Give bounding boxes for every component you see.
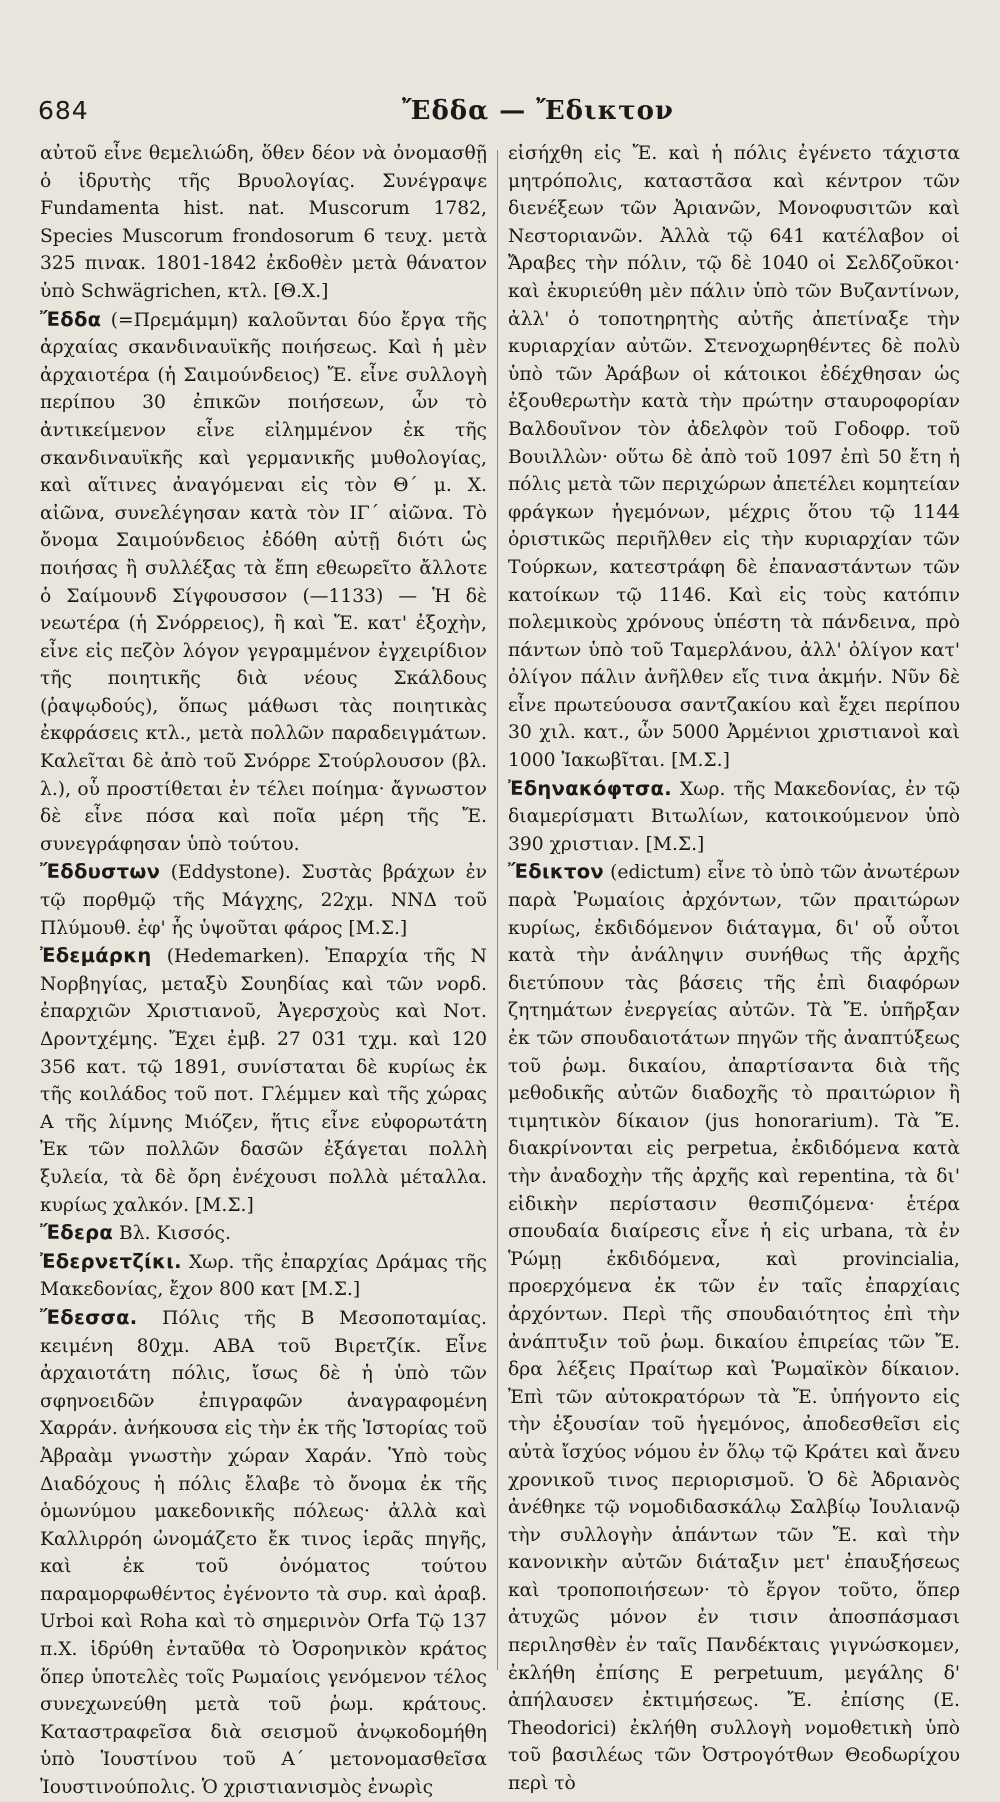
entry-text: (Hedemarken). Ἐπαρχία τῆς Ν Νορβηγίας, μεταξὺ Σουηδίας καὶ τῶν νορδ. ἐπαρχιῶν Χριστιανοῦ, Ἀγερσχοὺς καὶ Νοτ. Δροντχέμης. Ἔχει ἐμβ. 27 031 τχμ. καὶ 120 356 κατ. τῷ 1891, συνίσταται δὲ κυρίως ἐκ τῆς κοιλάδος τοῦ ποτ. Γλέμμεν καὶ τῆς χώρας Α τῆς λίμνης Μιόζεν, ἥτις εἶνε εὐφορωτάτη Ἐκ τῶν πολλῶν δασῶν ἐξάγεται πολλὴ ξυλεία, τὰ δὲ ὄρη ἐνέχουσι πολλὰ μέταλλα. κυρίως χαλκόν. [Μ.Σ.] [40, 946, 487, 1216]
entry-text: (edictum) εἶνε τὸ ὑπὸ τῶν ἀνωτέρων παρὰ Ῥωμαίοις ἀρχόντων, τῶν πραιτώρων κυρίως, ἐκδιδόμενον διάταγμα, δι' οὗ οὗτοι κατὰ τὴν ἀνάληψιν συνήθως τῆς ἀρχῆς διετύπουν τὰς βάσεις τῆς ἐπὶ διαφόρων ζητημάτων ἐνεργείας αὐτῶν. Τὰ Ἔ. ὑπῆρξαν ἐκ τῶν σπουδαιοτάτων πηγῶν τῆς ἀναπτύξεως τοῦ ῥωμ. δικαίου, ἀπαρτίσαντα διὰ τῆς μεθοδικῆς αὐτῶν διαδοχῆς τὸ πραιτώριον ἢ τιμητικὸν δίκαιον (jus honorarium). Τὰ Ἔ. διακρίνονται εἰς perpetua, ἐκδιδόμενα κατὰ τὴν ἀναδοχὴν τῆς ἀρχῆς καὶ repentina, τὰ δι' εἰδικὴν περίστασιν θεσπιζόμενα· ἑτέρα σπουδαία διαίρεσις εἶνε ἡ εἰς urbana, τὰ ἐν Ῥώμῃ ἐκδιδόμενα, καὶ provincialia, προερχόμενα ἐκ τῶν ἐν ταῖς ἐπαρχίαις ἀρχόντων. Περὶ τῆς σπουδαιότητος ἐπὶ τὴν ἀνάπτυξιν τοῦ ῥωμ. δικαίου ἐπιρείας τῶν Ἔ. δρα λέξεις Πραίτωρ καὶ Ῥωμαϊκὸν δίκαιον. Ἐπὶ τῶν αὐτοκρατόρων τὰ Ἔ. ὑπήγοντο εἰς τὴν ἐξουσίαν τοῦ ἡγεμόνος, ἀποδεσθεῖσι εἰς αὐτὰ ἴσχύος νόμου ἐν ὅλῳ τῷ Κράτει καὶ ἄνευ χρονικοῦ τινος περιορισμοῦ. Ὁ δὲ Ἀδριανὸς ἀνέθηκε τῷ νομοδιδασκάλῳ Σαλβίῳ Ἰουλιανῷ τὴν συλλογὴν ἁπάντων τῶν Ἔ. καὶ τὴν κανονικὴν αὐτῶν διάταξιν μετ' ἐπαυξήσεως καὶ τροποποιήσεων· τὸ ἔργον τοῦτο, ὅπερ ἀτυχῶς μόνον ἐν τισιν ἀποσπάσμασι περιλησθὲν ἐν ταῖς Πανδέκταις γιγνώσκομεν, ἐκλήθη ἐπίσης E perpetuum, μεγάλης δ' ἀπήλαυσεν ἐκτιμήσεως. Ἔ. ἐπίσης (E. Theodorici) ἐκλήθη συλλογὴ νομοθετικὴ ὑπὸ τοῦ βασιλέως τῶν Ὀστρογότθων Θεοδωρίχου περὶ τὸ [508, 862, 960, 1795]
entry-text: εἰσήχθη εἰς Ἔ. καὶ ἡ πόλις ἐγένετο τάχιστα μητρόπολις, καταστᾶσα καὶ κέντρον τῶν διενέξεων τῶν Ἀριανῶν, Μονοφυσιτῶν καὶ Νεστοριανῶν. Ἀλλὰ τῷ 641 κατέλαβον οἱ Ἄραβες τὴν πόλιν, τῷ δὲ 1040 οἱ Σελδζοῦκοι· καὶ ἐκυριεύθη μὲν πάλιν ὑπὸ τῶν Βυζαντίνων, ἀλλ' ὁ τοποτηρητὴς αὐτῆς ἀπετίναξε τὴν κυριαρχίαν αὐτῶν. Στενοχωρηθέντες δὲ πολὺ ὑπὸ τῶν Ἀράβων οἱ κάτοικοι ἐδέχθησαν ὡς ἐξουθερωτὴν κατὰ τὴν πρώτην σταυροφορίαν Βαλδουῖνον τὸν ἀδελφὸν τοῦ Γοδοφρ. τοῦ Βουιλλὼν· οὕτω δὲ ἀπὸ τοῦ 1097 ἐπὶ 50 ἔτη ἡ πόλις μετὰ τῶν περιχώρων ἀπετέλει κομητείαν φράγκων ἡγεμόνων, μέχρις ὅτου τῷ 1144 ὁριστικῶς περιῆλθεν εἰς τὴν κυριαρχίαν τῶν Τούρκων, κατεστράφη δὲ ἐπαναστάντων τῶν κατοίκων τῷ 1146. Καὶ εἰς τοὺς κατόπιν πολεμικοὺς χρόνους ὑπέστη τὰ πάνδεινα, πρὸ πάντων ὑπὸ τοῦ Ταμερλάνου, ἀλλ' ὀλίγον κατ' ὀλίγον πάλιν ἀνῆλθεν εἴς τινα ἀκμήν. Νῦν δὲ εἶνε πρωτεύουσα σαντζακίου καὶ ἔχει περίπου 30 χιλ. κατ., ὧν 5000 Ἀρμένιοι χριστιανοὶ καὶ 1000 Ἰακωβῖται. [Μ.Σ.] [508, 143, 960, 772]
entry-headword: Ἔδικτον [508, 860, 605, 884]
entry-continuation [40, 140, 487, 306]
entry-edinakoftsa [508, 775, 960, 859]
entry-text: Πόλις τῆς Β Μεσοποταμίας. κειμένη 80χμ. ΑΒΑ τοῦ Βιρετζίκ. Εἶνε ἀρχαιοτάτη πόλις, ἴσως δὲ ἡ ὑπὸ τῶν σφηνοειδῶν ἐπιγραφῶν ἀναγραφομένη Χαρράν. ἀνήκουσα εἰς τὴν ἐκ τῆς Ἱστορίας τοῦ Ἀβραὰμ γνωστὴν χώραν Χαράν. Ὑπὸ τοὺς Διαδόχους ἡ πόλις ἔλαβε τὸ ὄνομα ἐκ τῆς ὁμωνύμου μακεδονικῆς πόλεως· ἀλλὰ καὶ Καλλιρρόη ὠνομάζετο ἔκ τινος ἱερᾶς πηγῆς, καὶ ἐκ τοῦ ὀνόματος τούτου παραμορφωθέντος ἐγένοντο τὰ συρ. καὶ ἀραβ. Urboi καὶ Roha καὶ τὸ σημερινὸν Orfa Τῷ 137 π.Χ. ἱδρύθη ἐνταῦθα τὸ Ὀσροηνικὸν κράτος ὅπερ ὑποτελὲς τοῖς Ρωμαίοις γενόμενον τέλος συνεχωνεύθη μετὰ τοῦ ῥωμ. κράτους. Καταστραφεῖσα διὰ σεισμοῦ ἀνῳκοδομήθη ὑπὸ Ἰουστίνου τοῦ Α΄ μετονομασθεῖσα Ἰουστινούπολις. Ὁ χριστιανισμὸς ἐνωρὶς [40, 1307, 487, 1799]
entry-text: (Eddystone). Συστὰς βράχων ἐν τῷ πορθμῷ τῆς Μάγχης, 22χμ. ΝΝΔ τοῦ Πλύμουθ. ἐφ' ἧς ὑψοῦται φάρος [Μ.Σ.] [40, 862, 487, 939]
column-divider [497, 150, 498, 1670]
page-header [38, 96, 968, 136]
entry-headword: Ἐδηνακόφτσα. [508, 776, 672, 800]
entry-headword: Ἔδδα [40, 307, 102, 331]
entry-headword: Ἐδερνετζίκι. [40, 1249, 182, 1273]
entry-edernetziki [40, 1248, 487, 1304]
entry-continuation [508, 140, 960, 775]
entry-ediktron [508, 858, 960, 1797]
entry-text: Χωρ. τῆς Μακεδονίας, ἐν τῷ διαμερίσματι Βιτωλίων, κατοικούμενον ὑπὸ 390 χριστιαν. [Μ.Σ.] [508, 778, 960, 855]
running-head: Ἔδδα — Ἔδικτον [402, 96, 674, 126]
entry-text: (=Πρεμάμμη) καλοῦνται δύο ἔργα τῆς ἀρχαίας σκανδιναυϊκῆς ποιήσεως. Καὶ ἡ μὲν ἀρχαιοτέρα (ἡ Σαιμούνδειος) Ἔ. εἶνε συλλογὴ περίπου 30 ἐπικῶν ποιήσεων, ὧν τὸ ἀντικείμενον εἶνε εἰλημμένον ἐκ τῆς σκανδιναυϊκῆς καὶ γερμανικῆς μυθολογίας, καὶ αἵτινες ἀναγόμεναι εἰς τὸν Θ΄ μ. Χ. αἰῶνα, συνελέγησαν κατὰ τὸν ΙΓ΄ αἰῶνα. Τὸ ὄνομα Σαιμούνδειος ἐδόθη αὐτῇ διότι ὡς ποιήσας ἢ συλλέξας τὰ ἔπη εθεωρεῖτο ἄλλοτε ὁ Σαίμουνδ Σίγφουσσον (—1133) — Ἡ δὲ νεωτέρα (ἡ Σνόρρειος), ἢ καὶ Ἔ. κατ' ἐξοχὴν, εἶνε εἰς πεζὸν λόγον γεγραμμένον ἐγχειρίδιον τῆς ποιητικῆς διὰ νέους Σκάλδους (ῥαψῳδούς), ὅπως μάθωσι τὰς ποιητικὰς ἐκφράσεις κτλ., μετὰ πολλῶν παραδειγμάτων. Καλεῖται δὲ ἀπὸ τοῦ Σνόρρε Στούρλουσον (βλ. λ.), οὗ προστίθεται ἐν τέλει ποίημα· ἄγνωστον δὲ εἶνε πόσα καὶ ποῖα μέρη τῆς Ἔ. συνεγράφησαν ὑπὸ τούτου. [40, 309, 487, 855]
entry-headword: Ἔδδυστων [40, 860, 161, 884]
entry-hedemarken [40, 942, 487, 1219]
entry-eddystone [40, 858, 487, 942]
entry-text: αὐτοῦ εἶνε θεμελιώδη, ὅθεν δέον νὰ ὀνομασθῇ ὁ ἱδρυτὴς τῆς Βρυολογίας. Συνέγραψε Fundamenta hist. nat. Muscorum 1782, Species Muscorum frondosorum 6 τευχ. μετὰ 325 πινακ. 1801-1842 ἐκδοθὲν μετὰ θάνατον ὑπὸ Schwägrichen, κτλ. [Θ.Χ.] [40, 143, 487, 302]
left-column [40, 140, 487, 1799]
entry-text: Χωρ. τῆς ἐπαρχίας Δράμας τῆς Μακεδονίας, ἔχον 800 κατ [Μ.Σ.] [40, 1251, 487, 1301]
entry-edera [40, 1219, 487, 1248]
entry-edessa [40, 1304, 487, 1802]
entry-headword: Ἔδεσσα. [40, 1305, 138, 1329]
entry-headword: Ἐδεμάρκη [40, 944, 152, 968]
entry-edda [40, 306, 487, 859]
entry-headword: Ἔδερα [40, 1221, 114, 1245]
page-number: 684 [38, 96, 89, 125]
entry-text: Βλ. Κισσός. [113, 1223, 231, 1245]
right-column [508, 140, 960, 1795]
